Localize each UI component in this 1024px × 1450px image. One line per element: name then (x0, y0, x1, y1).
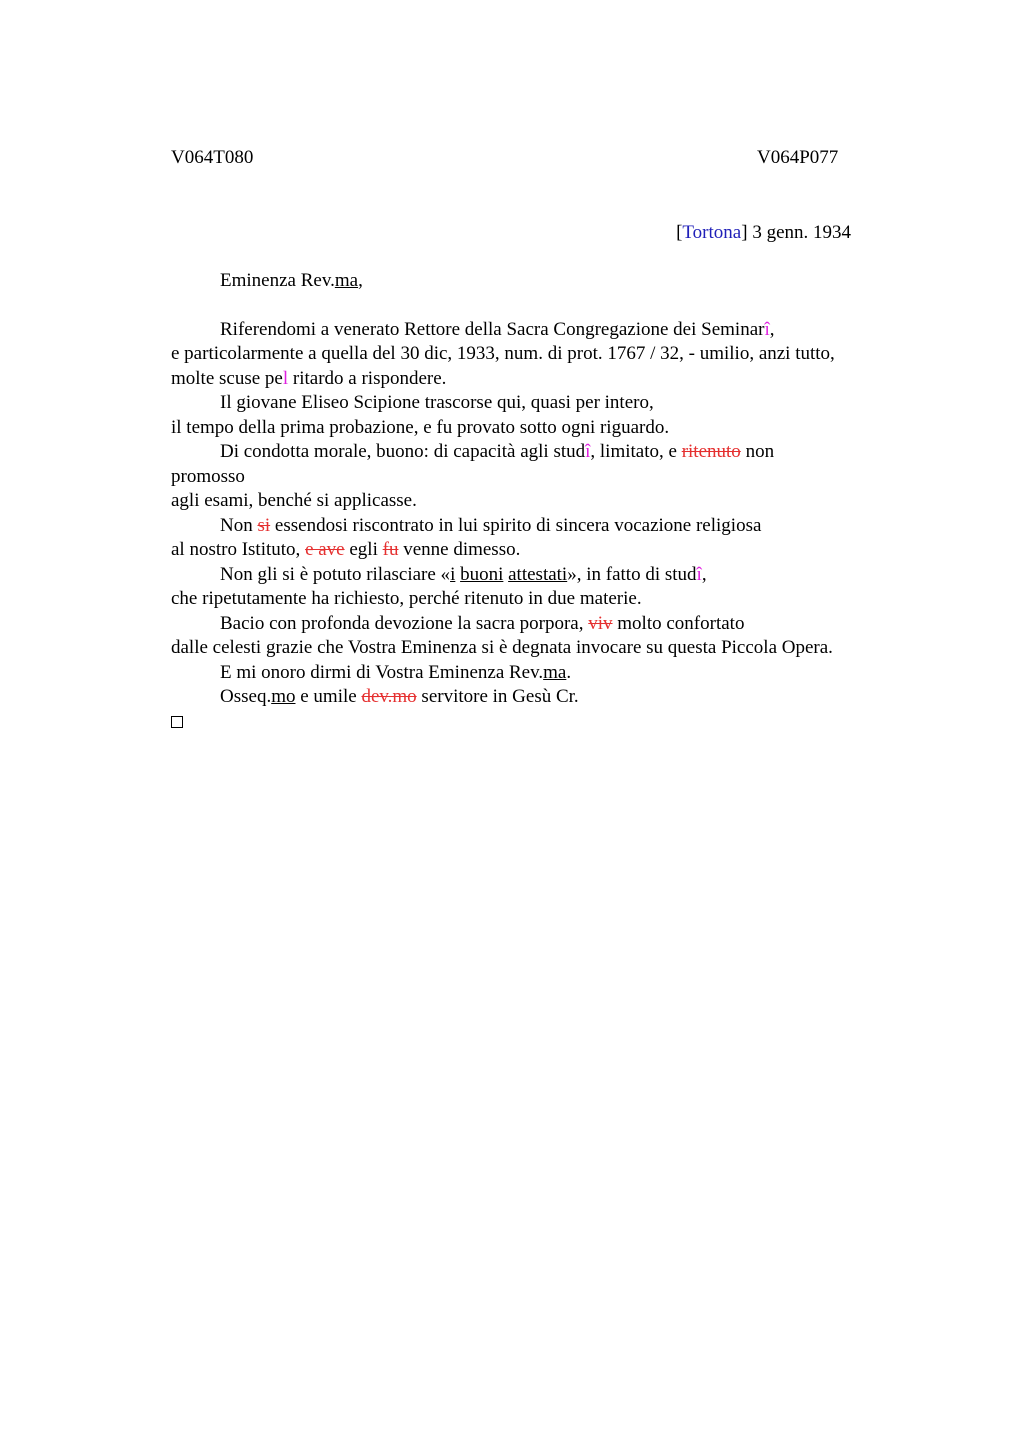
text-line (171, 342, 901, 367)
text-segment: Di condotta morale, buono: di capacità agli stud (220, 441, 586, 462)
text-segment: essendosi riscontrato in lui spirito di sincera vocazione religiosa (270, 514, 762, 536)
salutation-text: Eminenza Rev. (220, 270, 335, 291)
text-segment: Bacio con profonda devozione la sacra porpora, (220, 612, 589, 634)
correction-mark: î (585, 441, 591, 462)
text-segment: », in fatto di stud (567, 563, 697, 585)
text-segment: il tempo della prima probazione, e fu provato sotto ogni riguardo. (171, 416, 670, 438)
document-code-left: V064T080 (171, 147, 254, 168)
text-segment: promosso (171, 465, 245, 487)
text-line (171, 587, 901, 612)
correction-mark: î (696, 563, 702, 585)
underlined-text: attestati (508, 563, 568, 585)
text-segment: che ripetutamente ha richiesto, perché ritenuto in due materie. (171, 588, 642, 609)
dateline-date: 3 genn. 1934 (747, 222, 851, 243)
text-line (171, 538, 901, 563)
underlined-text: i (450, 563, 456, 585)
end-marker (171, 710, 901, 735)
dateline (600, 221, 851, 245)
text-segment: servitore in Gesù Cr. (416, 686, 579, 707)
deleted-text: fu (382, 539, 399, 560)
text-line (171, 318, 901, 343)
text-segment: ritardo a rispondere. (288, 367, 447, 389)
text-segment: egli (344, 539, 383, 560)
letter-body (171, 269, 901, 734)
text-segment: Il giovane Eliseo Scipione trascorse qui, quasi per intero, (220, 392, 654, 413)
text-segment: agli esami, benché si applicasse. (171, 490, 417, 511)
text-segment: E mi onoro dirmi di Vostra Eminenza Rev. (220, 661, 544, 683)
text-segment: e umile (295, 686, 362, 707)
text-line (171, 685, 901, 710)
text-segment: dalle celesti grazie che Vostra Eminenza si è degnata invocare su questa Piccola Opera. (171, 637, 833, 658)
text-segment: , (769, 318, 775, 340)
text-segment: al nostro Istituto, (171, 539, 306, 560)
text-line (171, 636, 901, 661)
paragraph-gap (171, 294, 901, 318)
text-line (171, 440, 901, 465)
correction-mark: l (282, 367, 289, 389)
dateline-place: Tortona (682, 222, 742, 243)
text-segment: , limitato, e (590, 441, 682, 462)
text-segment: Osseq. (220, 686, 272, 707)
deleted-text: dev.mo (361, 686, 417, 707)
deleted-text: si (257, 514, 271, 536)
text-segment: Riferendomi a venerato Rettore della Sacra Congregazione dei Seminar (220, 318, 765, 340)
text-segment: molto confortato (612, 612, 745, 634)
deleted-text: e ave (305, 539, 345, 560)
text-line (171, 391, 901, 416)
deleted-text: ritenuto (681, 441, 741, 462)
empty-square-icon (171, 716, 183, 728)
underlined-text: ma (543, 661, 567, 683)
text-segment: non (740, 441, 775, 462)
text-segment: . (566, 661, 572, 683)
document-code-right: V064P077 (757, 147, 839, 168)
text-segment: Non (220, 514, 258, 536)
text-segment: , (701, 563, 707, 585)
salutation-abbr: ma (334, 270, 359, 291)
dateline-close-bracket: ] (741, 222, 748, 243)
deleted-text: viv (588, 612, 613, 634)
text-segment: venne dimesso. (398, 539, 521, 560)
text-segment: Non gli si è potuto rilasciare « (220, 563, 451, 585)
text-line (171, 416, 901, 441)
text-line (171, 514, 901, 539)
text-line (171, 661, 901, 686)
correction-mark: î (764, 318, 770, 340)
text-segment: molte scuse pe (171, 367, 283, 389)
salutation-end: , (358, 270, 363, 291)
underlined-text: buoni (460, 563, 504, 585)
text-segment: e particolarmente a quella del 30 dic, 1933, num. di prot. 1767 / 32, - umilio, anzi tutto, (171, 343, 835, 364)
underlined-text: mo (271, 686, 296, 707)
salutation (171, 269, 901, 294)
text-line (171, 563, 901, 588)
text-line (171, 612, 901, 637)
text-line (171, 367, 901, 392)
text-line (171, 489, 901, 514)
text-line (171, 465, 901, 490)
dateline-open-bracket: [ (676, 222, 683, 243)
